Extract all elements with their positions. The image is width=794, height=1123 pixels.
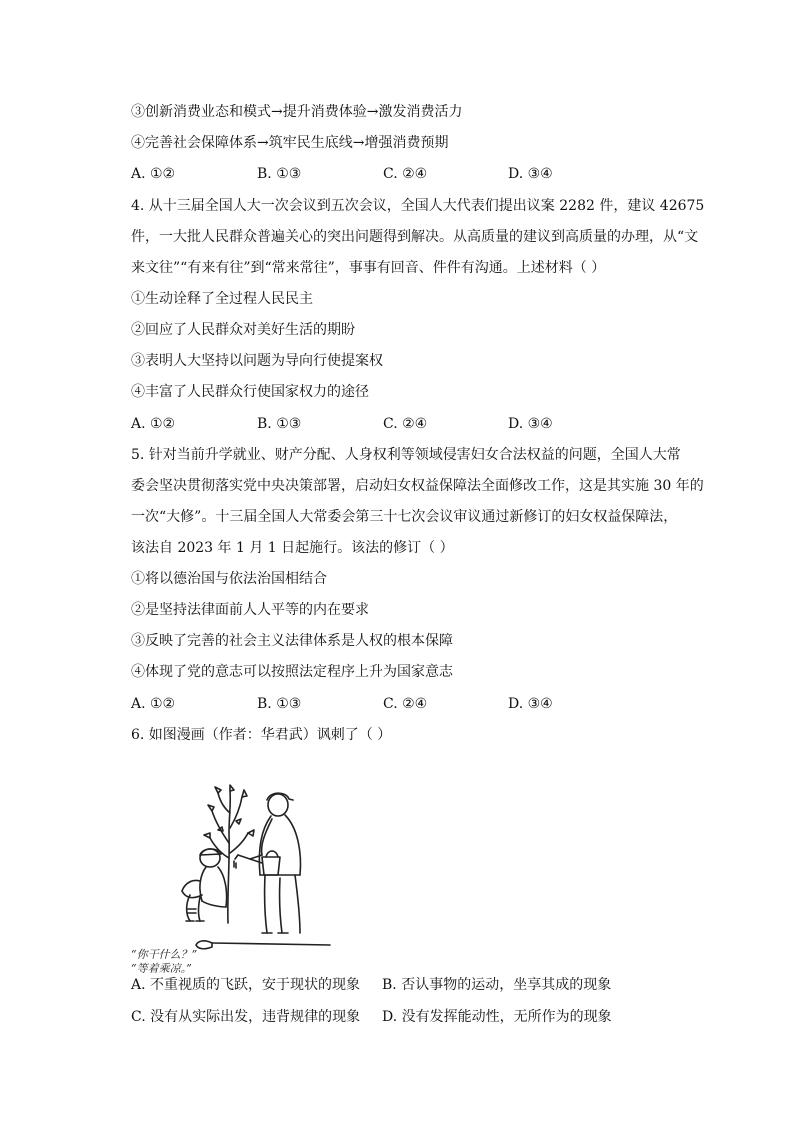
q5-stem-line-3: 一次“大修”。十三届全国人大常委会第三十七次会议审议通过新修订的妇女权益保障法， [131, 509, 678, 525]
q4-stem-line-2: 件，一大批人民群众普遍关心的突出问题得到解决。从高质量的建议到高质量的办理，从“文 [131, 229, 699, 245]
q3-option-a: A. ①② [131, 166, 176, 182]
q4-option-c: C. ②④ [383, 416, 428, 432]
q3-option-c: C. ②④ [383, 166, 428, 182]
q6-stem: 6. 如图漫画（作者：华君武）讽刺了（ ） [131, 727, 392, 743]
q6-option-b: B. 否认事物的运动，坐享其成的现象 [382, 977, 612, 993]
q5-item-4: ④体现了党的意志可以按照法定程序上升为国家意志 [131, 664, 453, 680]
q3-item-3: ③创新消费业态和模式→提升消费体验→激发消费活力 [131, 104, 463, 120]
q4-option-d: D. ③④ [508, 416, 553, 432]
q4-option-b: B. ①③ [257, 416, 302, 432]
q4-item-3: ③表明人大坚持以问题为导向行使提案权 [131, 353, 383, 369]
cartoon-illustration [130, 783, 340, 958]
q4-item-2: ②回应了人民群众对美好生活的期盼 [131, 322, 355, 338]
q4-option-a: A. ①② [131, 416, 176, 432]
q5-item-2: ②是坚持法律面前人人平等的内在要求 [131, 602, 369, 618]
q5-option-c: C. ②④ [383, 696, 428, 712]
q3-option-d: D. ③④ [508, 166, 553, 182]
q6-option-d: D. 没有发挥能动性，无所作为的现象 [382, 1009, 612, 1025]
q4-item-4: ④丰富了人民群众行使国家权力的途径 [131, 384, 369, 400]
q5-stem-line-4: 该法自 2023 年 1 月 1 日起施行。该法的修订（ ） [131, 540, 454, 556]
q4-stem-line-1: 4. 从十三届全国人大一次会议到五次会议，全国人大代表们提出议案 2282 件，建议 42675 [131, 198, 705, 214]
q5-option-b: B. ①③ [257, 696, 302, 712]
cartoon-caption-line-1: “你干什么？” [131, 948, 198, 961]
q4-options [131, 414, 651, 434]
q4-stem-line-3: 来文往”“有来有往”到“常来常往”，事事有回音、件件有沟通。上述材料（ ） [131, 260, 606, 276]
q5-option-a: A. ①② [131, 696, 176, 712]
q3-option-b: B. ①③ [257, 166, 302, 182]
q4-item-1: ①生动诠释了全过程人民民主 [131, 291, 313, 307]
q6-option-a: A. 不重视质的飞跃，安于现状的现象 [131, 977, 361, 993]
q5-options [131, 694, 651, 714]
q5-stem-line-2: 委会坚决贯彻落实党中央决策部署，启动妇女权益保障法全面修改工作，这是其实施 30 年的 [131, 478, 704, 494]
cartoon-caption-line-2: “等着乘凉。” [131, 962, 192, 975]
q5-item-1: ①将以德治国与依法治国相结合 [131, 571, 327, 587]
q6-option-c: C. 没有从实际出发，违背规律的现象 [131, 1009, 361, 1025]
q3-item-4: ④完善社会保障体系→筑牢民生底线→增强消费预期 [131, 135, 449, 151]
q5-option-d: D. ③④ [508, 696, 553, 712]
q3-options [131, 164, 651, 184]
q5-item-3: ③反映了完善的社会主义法律体系是人权的根本保障 [131, 633, 453, 649]
q5-stem-line-1: 5. 针对当前升学就业、财产分配、人身权利等领域侵害妇女合法权益的问题，全国人大常 [131, 447, 681, 463]
